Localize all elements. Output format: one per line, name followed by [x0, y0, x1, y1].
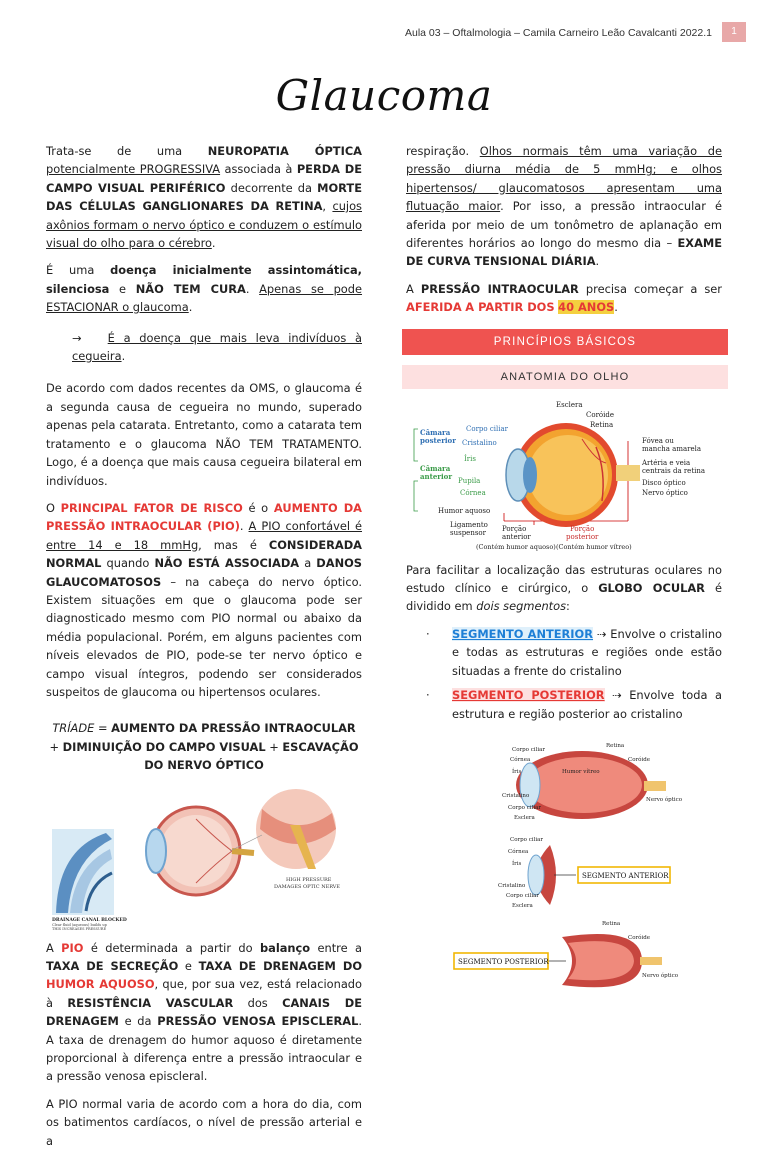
paragraph-segments-intro: Para facilitar a localização das estruturas oculares no estudo clínico e cirúrgico, o GLOBO OCULAR é dividido em dois segmentos: [406, 562, 722, 614]
segments-diagram [432, 741, 722, 1003]
label-iris: Íris [464, 454, 476, 463]
label-nervo: Nervo óptico [642, 488, 688, 497]
paragraph-definition: Trata-se de uma NEUROPATIA ÓPTICA potencialmente PROGRESSIVA associada à PERDA DE CAMPO VISUAL PERIFÉRICO decorrente da MORTE DAS CÉLULAS GANGLIONARES DA RETINA, cujos axônios formam o nervo óptico e conduzem o estímulo visual do olho para o cérebro. [46, 144, 363, 251]
segments-figure [432, 741, 722, 1003]
section-header-principios: PRINCÍPIOS BÁSICOS [402, 329, 728, 355]
fluid-label: Clear fluid (aqueous) builds up [52, 922, 107, 927]
label-camara-posterior: Câmara [420, 427, 451, 437]
increase-label: THIS INCREASES PRESSURE [52, 926, 107, 931]
seg2-iris: Íris [512, 860, 522, 867]
paragraph-pio-variation: A PIO normal varia de acordo com a hora do dia, com os batimentos cardíacos, o nível de pressão arterial e a [46, 1096, 362, 1148]
paragraph-measure-age: A PRESSÃO INTRAOCULAR precisa começar a ser AFERIDA A PARTIR DOS 40 ANOS. [406, 281, 722, 315]
damages-label: DAMAGES OPTIC NERVE [274, 883, 341, 890]
seg1-retina: Retina [606, 742, 625, 749]
subsection-header-anatomia: ANATOMIA DO OLHO [402, 365, 728, 389]
seg2-corpo: Corpo ciliar [510, 836, 543, 843]
label-camara-anterior: Câmara [420, 463, 451, 473]
page-title: Glaucoma [275, 71, 493, 120]
label-porcao-anterior-3: (Contém humor aquoso) [476, 542, 556, 551]
seg2-corpo-2: Corpo ciliar [506, 892, 539, 899]
seg2-esclera: Esclera [512, 902, 533, 909]
label-disco: Disco óptico [642, 478, 686, 487]
seg1-corpo-2: Corpo ciliar [508, 804, 541, 811]
page-header [0, 22, 768, 42]
paragraph-asymptomatic: É uma doença inicialmente assintomática, silenciosa e NÃO TEM CURA. Apenas se pode ESTACIONAR o glaucoma. [46, 263, 363, 315]
paragraph-pio-balance: A PIO é determinada a partir do balanço entre a TAXA DE SECREÇÃO e TAXA DE DRENAGEM DO HUMOR AQUOSO, que, por sua vez, está relacionado à RESISTÊNCIA VASCULAR dos CANAIS DE DRENAGEM e da PRESSÃO VENOSA EPISCLERAL. A taxa de drenagem do humor aquoso é diretamente proporcional à diferença entre a pressão intraocular e a pressão venosa episcleral. [46, 940, 363, 1084]
label-coroide: Coróide [586, 410, 614, 419]
arrow-icon: → [72, 330, 82, 345]
seg-posterior-box: SEGMENTO POSTERIOR [458, 957, 549, 966]
high-pressure-label: HIGH PRESSURE [286, 876, 332, 883]
seg1-nervo: Nervo óptico [646, 796, 683, 803]
bullet-dot: · [426, 688, 430, 703]
paragraph-risk-factor: O PRINCIPAL FATOR DE RISCO é o AUMENTO DA PRESSÃO INTRAOCULAR (PIO). A PIO confortável é entre 14 e 18 mmHg, mas é CONSIDERADA NORMAL quando NÃO ESTÁ ASSOCIADA a DANOS GLAUCOMATOSOS – na cabeça do nervo óptico. Existem situações em que o glaucoma pode ser diagnosticado mesmo com PIO normal ou abaixo da média populacional. Porém, em alguns pacientes com níveis elevados de PIO, pode-se ter nervo óptico e campo visual íntegros, podendo ser considerados suspeitos de glaucoma ou hipertensos oculares. [46, 500, 362, 699]
label-porcao-posterior-2: posterior [566, 532, 599, 541]
label-retina: Retina [590, 420, 614, 429]
drainage-label: DRAINAGE CANAL BLOCKED [52, 917, 127, 923]
label-arteria-2: centrais da retina [642, 466, 706, 475]
seg1-cristalino: Cristalino [502, 792, 530, 799]
header-text: Aula 03 – Oftalmologia – Camila Carneiro Leão Cavalcanti 2022.1 [404, 27, 712, 39]
seg2-cristalino: Cristalino [498, 882, 526, 889]
label-camara-posterior-2: posterior [420, 435, 456, 445]
label-camara-anterior-2: anterior [420, 471, 453, 481]
left-column [46, 142, 362, 1159]
page-number: 1 [722, 22, 746, 42]
eye-anatomy-diagram [406, 401, 706, 551]
seg1-corpo: Corpo ciliar [512, 746, 545, 753]
seg1-humor: Humor vítreo [562, 768, 600, 775]
seg-anterior-box: SEGMENTO ANTERIOR [582, 871, 669, 880]
glaucoma-eye-illustration [46, 789, 346, 929]
seg1-iris: Íris [512, 768, 522, 775]
label-esclera: Esclera [556, 400, 583, 409]
label-ligamento: Ligamento [450, 520, 488, 529]
triad: TRÍADE = AUMENTO DA PRESSÃO INTRAOCULAR + DIMINUIÇÃO DO CAMPO VISUAL + ESCAVAÇÃO DO NERVO ÓPTICO [49, 721, 359, 773]
bullet-dot: · [426, 626, 430, 641]
label-cornea: Córnea [460, 488, 486, 497]
label-porcao-posterior: Porção [570, 524, 595, 533]
glaucoma-diagram [46, 789, 346, 929]
bullet-segmento-anterior: · SEGMENTO ANTERIOR ⇢ Envolve o cristalino e todas as estruturas e regiões onde estão situadas a frente do cristalino [426, 626, 723, 678]
arrow-note: → É a doença que mais leva indivíduos à cegueira. [72, 330, 362, 364]
label-corpo-ciliar: Corpo ciliar [466, 424, 508, 433]
label-humor-aquoso: Humor aquoso [438, 506, 491, 515]
label-ligamento-2: suspensor [450, 528, 486, 537]
paragraph-oms: De acordo com dados recentes da OMS, o glaucoma é a segunda causa de cegueira no mundo, superado apenas pela catarata. Entretanto, como a catarata tem tratamento e o glaucoma NÃO TEM TRATAMENTO. Logo, é a doença que mais causa cegueira bilateral em indivíduos. [46, 381, 362, 488]
label-arteria: Artéria e veia [642, 458, 691, 467]
label-pupila: Pupila [458, 476, 481, 485]
eye-anatomy-figure [406, 401, 706, 551]
label-cristalino: Cristalino [462, 438, 497, 447]
seg2-cornea: Córnea [508, 848, 529, 855]
bullet-segmento-posterior: · SEGMENTO POSTERIOR ⇢ Envolve toda a estrutura e região posterior ao cristalino [426, 688, 722, 721]
label-porcao-anterior-2: anterior [502, 532, 531, 541]
seg1-cornea: Córnea [510, 756, 531, 763]
right-column [406, 142, 722, 1003]
seg3-coroide: Coróide [628, 934, 650, 941]
seg1-esclera: Esclera [514, 814, 535, 821]
seg1-coroide: Coróide [628, 756, 650, 763]
label-fovea-2: mancha amarela [642, 444, 702, 453]
seg3-retina: Retina [602, 920, 621, 927]
label-porcao-posterior-3: (Contém humor vítreo) [556, 542, 632, 551]
paragraph-diurnal: respiração. Olhos normais têm uma variação de pressão diurna média de 5 mmHg; e olhos hipertensos/ glaucomatosos apresentam uma flutuação maior. Por isso, a pressão intraocular é aferida por meio de um tonômetro de aplanação em diferentes horários ao longo do mesmo dia – EXAME DE CURVA TENSIONAL DIÁRIA. [406, 144, 722, 269]
label-fovea: Fóvea ou [642, 436, 674, 445]
label-porcao-anterior: Porção [502, 524, 527, 533]
seg3-nervo: Nervo óptico [642, 972, 679, 979]
